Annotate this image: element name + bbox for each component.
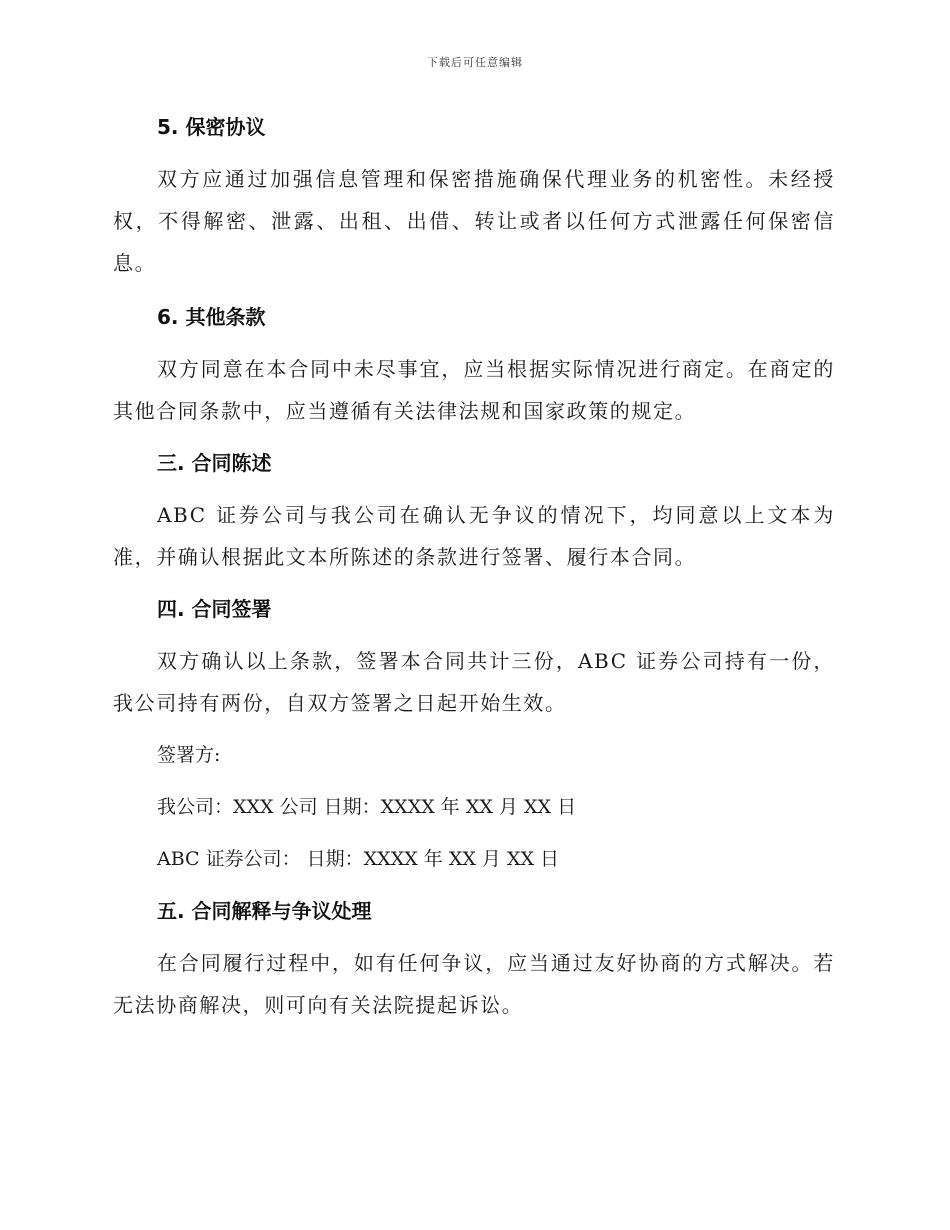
section-confidentiality xyxy=(113,106,835,284)
signatures-label: 签署方: xyxy=(157,744,221,766)
signature-party-b: ABC 证券公司： 日期：XXXX 年 XX 月 XX 日 xyxy=(157,848,560,870)
section-heading: 五. 合同解释与争议处理 xyxy=(157,899,372,923)
section-paragraph: ABC 证券公司与我公司在确认无争议的情况下，均同意以上文本为准，并确认根据此文本所陈述的条款进行签署、履行本合同。 xyxy=(113,503,835,569)
section-heading: 三. 合同陈述 xyxy=(157,451,272,475)
page-header-note: 下载后可任意编辑 xyxy=(427,56,523,69)
section-contract-signing xyxy=(113,588,835,724)
section-heading: 5. 保密协议 xyxy=(157,115,266,139)
section-paragraph: 在合同履行过程中，如有任何争议，应当通过友好协商的方式解决。若无法协商解决，则可向有关法院提起诉讼。 xyxy=(113,951,835,1017)
section-paragraph: 双方应通过加强信息管理和保密措施确保代理业务的机密性。未经授权，不得解密、泄露、出租、出借、转让或者以任何方式泄露任何保密信息。 xyxy=(113,167,835,275)
section-paragraph: 双方同意在本合同中未尽事宜，应当根据实际情况进行商定。在商定的其他合同条款中，应当遵循有关法律法规和国家政策的规定。 xyxy=(113,357,835,423)
section-other-terms xyxy=(113,296,835,432)
signature-party-a: 我公司：XXX 公司 日期：XXXX 年 XX 月 XX 日 xyxy=(157,796,577,818)
section-contract-statement xyxy=(113,442,835,578)
document-body xyxy=(113,106,835,1026)
section-heading: 6. 其他条款 xyxy=(157,305,266,329)
section-dispute-resolution xyxy=(113,890,835,1026)
section-paragraph: 双方确认以上条款，签署本合同共计三份，ABC 证券公司持有一份，我公司持有两份，自双方签署之日起开始生效。 xyxy=(113,649,835,715)
section-heading: 四. 合同签署 xyxy=(157,597,272,621)
